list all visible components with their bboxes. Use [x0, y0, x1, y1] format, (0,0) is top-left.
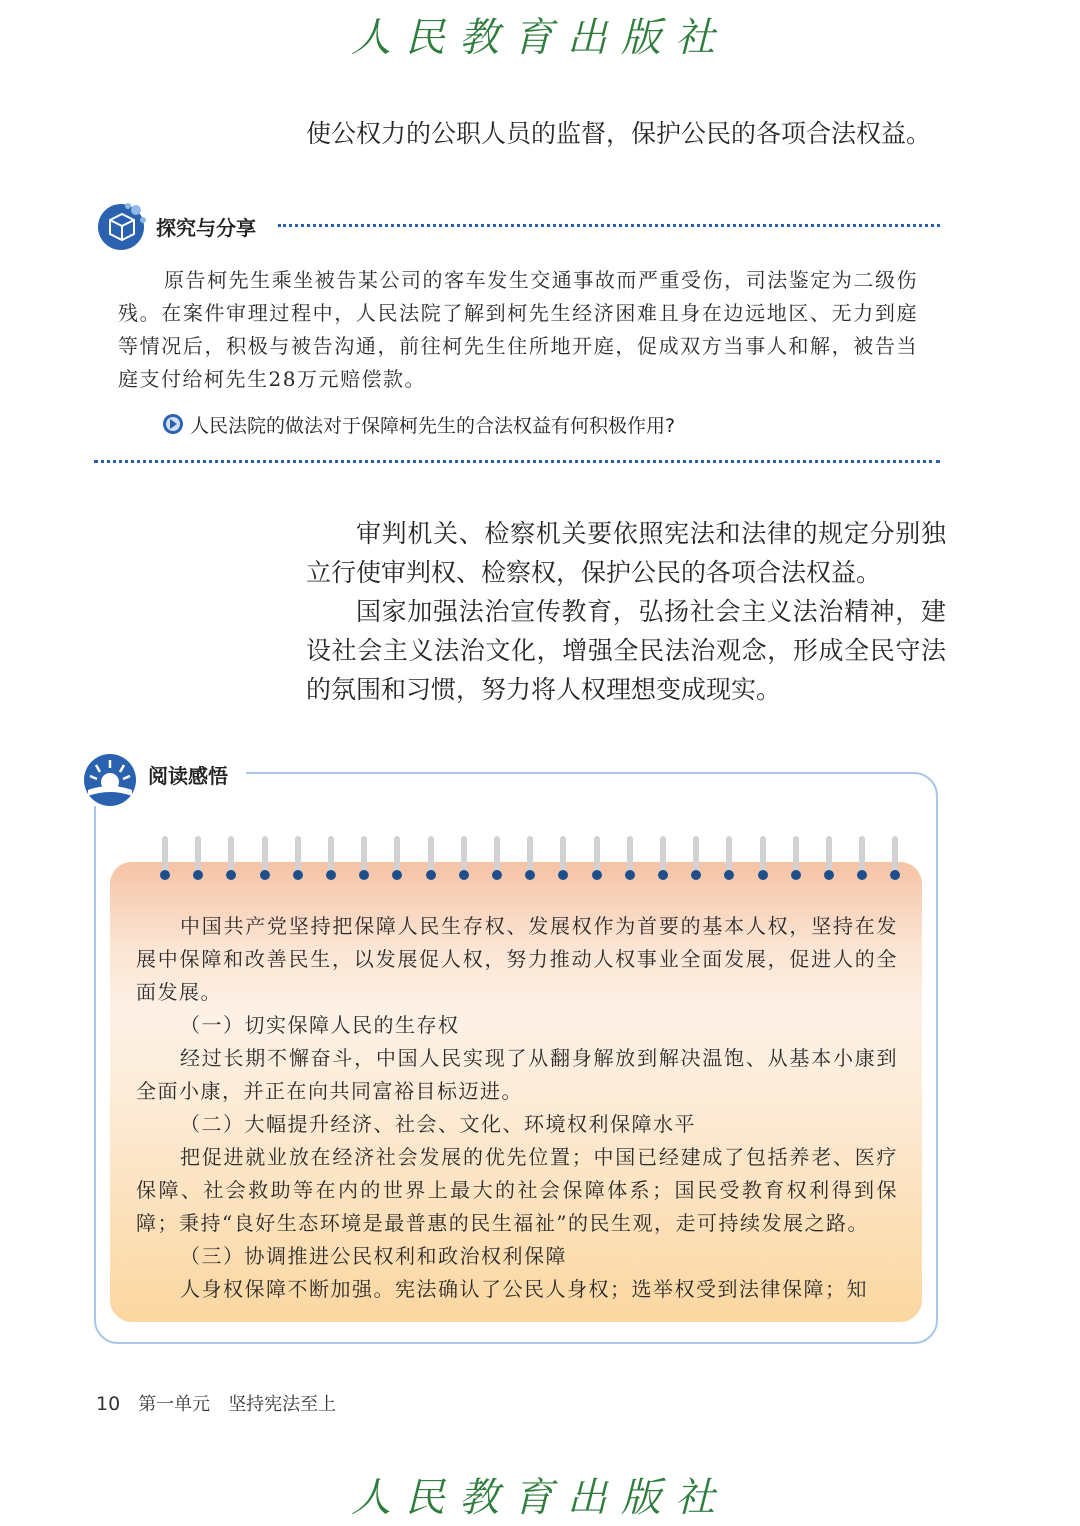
explore-case-block [118, 264, 918, 396]
notepad-ring [326, 836, 336, 884]
explore-case-text: 原告柯先生乘坐被告某公司的客车发生交通事故而严重受伤，司法鉴定为二级伤残。在案件审理过程中，人民法院了解到柯先生经济困难且身在边远地区、无力到庭等情况后，积极与被告沟通，前往柯先生住所地开庭，促成双方当事人和解，被告当庭支付给柯先生28万元赔偿款。 [118, 268, 918, 391]
intro-tail-text: 使公权力的公职人员的监督，保护公民的各项合法权益。 [306, 119, 932, 148]
notepad-ring [857, 836, 867, 884]
reading-paragraph: 经过长期不懈奋斗，中国人民实现了从翻身解放到解决温饱、从基本小康到全面小康，并正在向共同富裕目标迈进。 [136, 1046, 898, 1103]
notepad-ring [625, 836, 635, 884]
notepad-ring [492, 836, 502, 884]
explore-section-header [96, 200, 946, 252]
notepad-ring [293, 836, 303, 884]
notepad-ring [824, 836, 834, 884]
notepad-ring [558, 836, 568, 884]
notepad-ring [359, 836, 369, 884]
reading-title: 阅读感悟 [148, 764, 228, 788]
notepad-ring [193, 836, 203, 884]
body-paragraph-2: 国家加强法治宣传教育，弘扬社会主义法治精神，建设社会主义法治文化，增强全民法治观念，形成全民守法的氛围和习惯，努力将人权理想变成现实。 [306, 597, 946, 704]
reading-paragraph: 把促进就业放在经济社会发展的优先位置；中国已经建成了包括养老、医疗保障、社会救助等在内的世界上最大的社会保障体系；国民受教育权利得到保障；秉持“良好生态环境是最普惠的民生福祉”的民生观，走可持续发展之路。 [136, 1145, 898, 1235]
explore-question [162, 410, 675, 438]
intro-tail-paragraph [306, 114, 946, 153]
molecule-cube-icon [96, 200, 150, 252]
reading-subheading: （三）协调推进公民权利和政治权利保障 [180, 1244, 567, 1268]
explore-question-text: 人民法院的做法对于保障柯先生的合法权益有何积极作用? [190, 414, 676, 437]
sunrise-book-icon [82, 752, 138, 808]
explore-bottom-divider [94, 460, 940, 463]
explore-dotted-divider [278, 224, 940, 227]
notepad-ring [658, 836, 668, 884]
page-number: 10 [96, 1393, 121, 1415]
notepad-ring [758, 836, 768, 884]
notepad-ring [392, 836, 402, 884]
page-footer [96, 1390, 336, 1416]
notepad-ring [592, 836, 602, 884]
notepad-ring [525, 836, 535, 884]
notepad-ring [691, 836, 701, 884]
notepad-ring [226, 836, 236, 884]
notepad-ring [724, 836, 734, 884]
reading-subheading: （一）切实保障人民的生存权 [180, 1013, 460, 1037]
notepad-ring [260, 836, 270, 884]
notepad-ring [459, 836, 469, 884]
unit-label: 第一单元 [138, 1394, 211, 1415]
reading-paragraph: 人身权保障不断加强。宪法确认了公民人身权；选举权受到法律保障；知 [180, 1277, 868, 1301]
explore-title: 探究与分享 [156, 216, 256, 240]
publisher-logo-top: 人民教育出版社 [351, 15, 729, 61]
reading-text-block [136, 910, 898, 1306]
notepad-ring [890, 836, 900, 884]
body-paragraph-1: 审判机关、检察机关要依照宪法和法律的规定分别独立行使审判权、检察权，保护公民的各项合法权益。 [306, 519, 946, 587]
unit-title: 坚持宪法至上 [228, 1394, 337, 1415]
reading-paragraph: 中国共产党坚持把保障人民生存权、发展权作为首要的基本人权，坚持在发展中保障和改善民生，以发展促人权，努力推动人权事业全面发展，促进人的全面发展。 [136, 914, 898, 1004]
notepad-ring [426, 836, 436, 884]
reading-header-line [246, 772, 906, 774]
notepad-ring [160, 836, 170, 884]
notepad-ring [791, 836, 801, 884]
reading-subheading: （二）大幅提升经济、社会、文化、环境权利保障水平 [180, 1112, 696, 1136]
main-body-text [306, 514, 946, 709]
arrow-circle-icon [162, 413, 184, 435]
publisher-logo-bottom: 人民教育出版社 [351, 1475, 729, 1521]
